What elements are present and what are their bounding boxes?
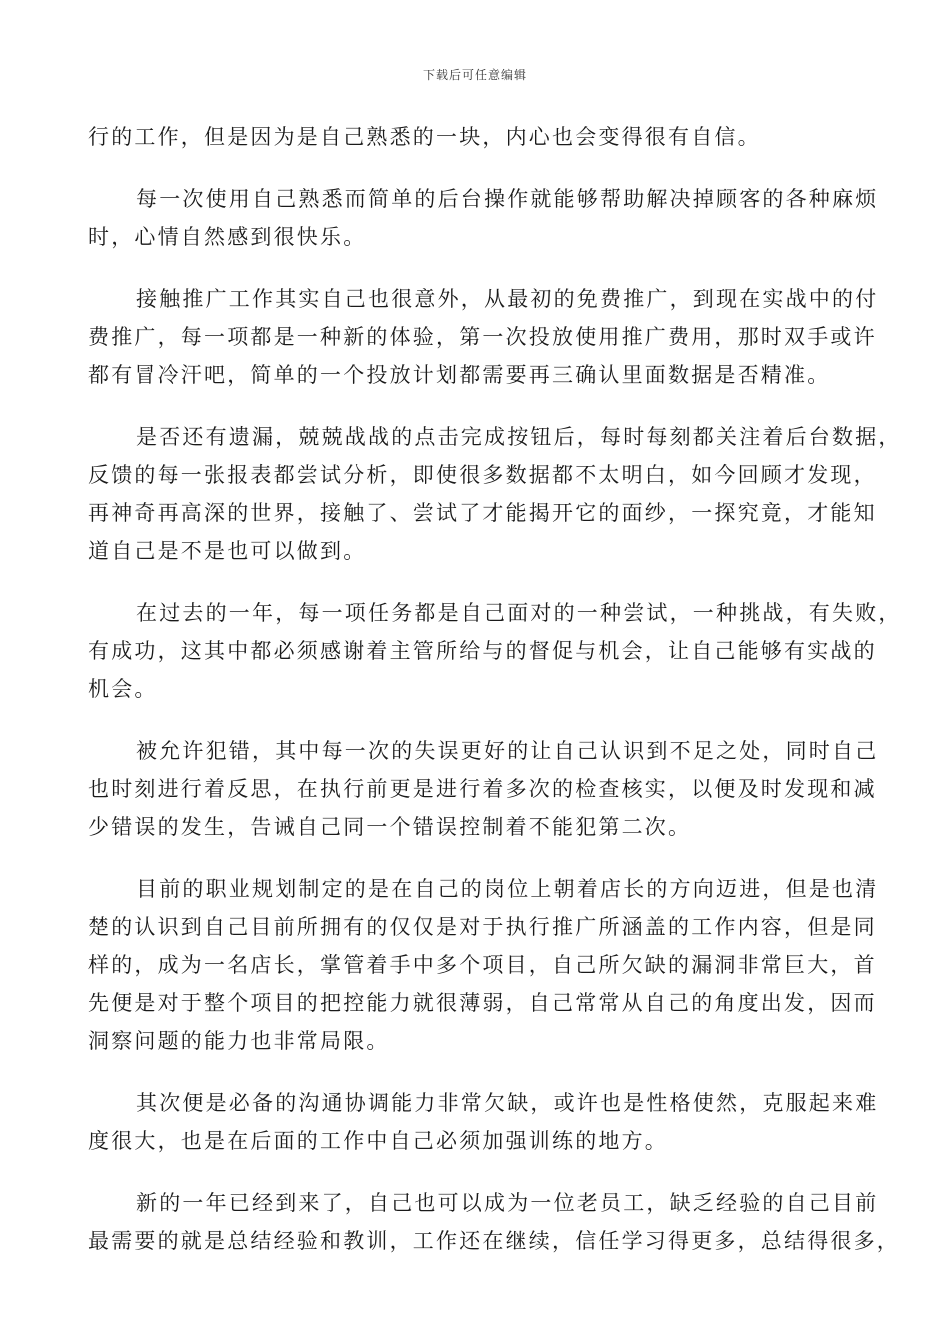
text-line: 楚的认识到自己目前所拥有的仅仅是对于执行推广所涵盖的工作内容，但是同 xyxy=(88,915,877,939)
paragraph-4 xyxy=(88,418,902,570)
text-line: 道自己是不是也可以做到。 xyxy=(88,539,367,563)
text-line: 新的一年已经到来了，自己也可以成为一位老员工，缺乏经验的自己目前 xyxy=(136,1191,879,1215)
text-line: 反馈的每一张报表都尝试分析，即使很多数据都不太明白，如今回顾才发现， xyxy=(88,463,877,487)
paragraph-9 xyxy=(88,1184,900,1260)
text-line: 费推广，每一项都是一种新的体验，第一次投放使用推广费用，那时双手或许 xyxy=(88,325,877,349)
text-line: 最需要的就是总结经验和教训，工作还在继续，信任学习得更多，总结得很多， xyxy=(88,1229,900,1253)
text-line: 少错误的发生，告诫自己同一个错误控制着不能犯第二次。 xyxy=(88,815,692,839)
text-line: 行的工作，但是因为是自己熟悉的一块，内心也会变得很有自信。 xyxy=(88,125,761,149)
text-line: 每一次使用自己熟悉而简单的后台操作就能够帮助解决掉顾客的各种麻烦 xyxy=(136,187,879,211)
text-line: 被允许犯错，其中每一次的失误更好的让自己认识到不足之处，同时自己 xyxy=(136,739,879,763)
paragraph-7 xyxy=(88,870,879,1060)
text-line: 在过去的一年，每一项任务都是自己面对的一种尝试，一种挑战，有失败， xyxy=(136,601,902,625)
text-line: 机会。 xyxy=(88,677,158,701)
paragraph-8 xyxy=(88,1084,879,1160)
text-line: 也时刻进行着反思，在执行前更是进行着多次的检查核实，以便及时发现和减 xyxy=(88,777,877,801)
paragraph-2 xyxy=(88,180,879,256)
text-line: 洞察问题的能力也非常局限。 xyxy=(88,1029,390,1053)
paragraph-3 xyxy=(88,280,879,394)
paragraph-6 xyxy=(88,732,879,846)
paragraph-5 xyxy=(88,594,902,708)
text-line: 接触推广工作其实自己也很意外，从最初的免费推广，到现在实战中的付 xyxy=(136,287,879,311)
text-line: 度很大，也是在后面的工作中自己必须加强训练的地方。 xyxy=(88,1129,668,1153)
text-line: 再神奇再高深的世界，接触了、尝试了才能揭开它的面纱，一探究竟，才能知 xyxy=(88,501,877,525)
page-header: 下载后可任意编辑 xyxy=(422,68,527,82)
text-line: 时，心情自然感到很快乐。 xyxy=(88,225,367,249)
text-line: 都有冒冷汗吧，简单的一个投放计划都需要再三确认里面数据是否精准。 xyxy=(88,363,831,387)
paragraph-1 xyxy=(88,118,866,156)
document-body xyxy=(88,118,902,1284)
text-line: 目前的职业规划制定的是在自己的岗位上朝着店长的方向迈进，但是也清 xyxy=(136,877,879,901)
text-line: 有成功，这其中都必须感谢着主管所给与的督促与机会，让自己能够有实战的 xyxy=(88,639,877,663)
text-line: 是否还有遗漏，兢兢战战的点击完成按钮后，每时每刻都关注着后台数据， xyxy=(136,425,902,449)
text-line: 样的，成为一名店长，掌管着手中多个项目，自己所欠缺的漏洞非常巨大，首 xyxy=(88,953,877,977)
text-line: 其次便是必备的沟通协调能力非常欠缺，或许也是性格使然，克服起来难 xyxy=(136,1091,879,1115)
text-line: 先便是对于整个项目的把控能力就很薄弱，自己常常从自己的角度出发，因而 xyxy=(88,991,877,1015)
